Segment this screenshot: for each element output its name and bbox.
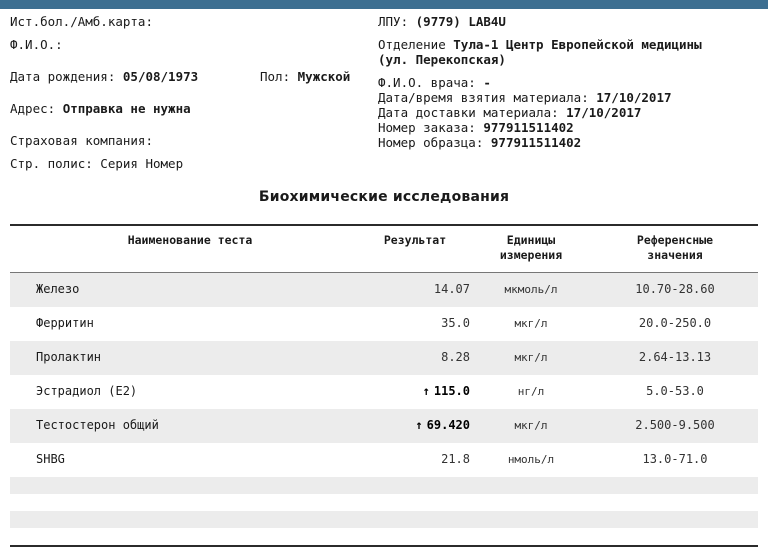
cell-test-name: Эстрадиол (Е2) xyxy=(36,384,138,398)
cell-result-value: 115.0 xyxy=(433,384,470,398)
cell-test-name: Тестостерон общий xyxy=(36,418,159,432)
table-filler-row xyxy=(10,494,758,511)
table-row xyxy=(10,307,758,341)
table-row xyxy=(10,375,758,409)
cell-reference: 13.0-71.0 xyxy=(642,452,708,466)
field-facility: ЛПУ: (9779) LAB4U xyxy=(378,14,506,29)
cell-result xyxy=(360,316,470,331)
cell-result xyxy=(360,384,470,399)
field-sample-number: Номер образца: 977911511402 xyxy=(378,135,582,150)
table-filler-row xyxy=(10,528,758,545)
flag-icon: ↑ xyxy=(415,418,423,432)
table-filler-row xyxy=(10,511,758,528)
top-accent-bar xyxy=(0,0,768,9)
spacer xyxy=(378,67,763,75)
field-order-number: Номер заказа: 977911511402 xyxy=(378,120,574,135)
spacer xyxy=(10,148,370,156)
spacer xyxy=(378,29,763,37)
cell-units: мкмоль/л xyxy=(504,283,558,296)
table-row xyxy=(10,341,758,375)
column-header-reference xyxy=(600,233,750,263)
cell-reference: 20.0-250.0 xyxy=(638,316,712,330)
cell-result-value: 69.420 xyxy=(426,418,470,432)
cell-reference: 2.64-13.13 xyxy=(638,350,712,364)
field-collection-datetime: Дата/время взятия материала: 17/10/2017 xyxy=(378,90,672,105)
cell-test-name: Железо xyxy=(36,282,80,296)
patient-info-column xyxy=(10,14,370,171)
flag-icon: ↑ xyxy=(422,384,430,398)
cell-units: мкг/л xyxy=(514,317,548,330)
spacer xyxy=(10,29,370,37)
spacer xyxy=(10,84,370,101)
cell-result-value: 14.07 xyxy=(433,282,470,296)
cell-result xyxy=(360,418,470,433)
table-row xyxy=(10,273,758,307)
table-row xyxy=(10,409,758,443)
field-delivery-date: Дата доставки материала: 17/10/2017 xyxy=(378,105,642,120)
cell-test-name: Ферритин xyxy=(36,316,94,330)
cell-reference: 10.70-28.60 xyxy=(635,282,715,296)
cell-result xyxy=(360,350,470,365)
column-header-units-line2: измерения xyxy=(499,248,563,262)
field-case-number: Ист.бол./Амб.карта: xyxy=(10,14,153,29)
field-department: Отделение Тула-1 Центр Европейской медицины xyxy=(378,37,702,52)
cell-units: нмоль/л xyxy=(507,453,555,466)
field-address: Адрес: Отправка не нужна xyxy=(10,101,191,116)
cell-result-value: 35.0 xyxy=(441,316,470,330)
field-insurance-company: Страховая компания: xyxy=(10,133,153,148)
column-header-units xyxy=(476,233,586,263)
field-department-line2: (ул. Перекопская) xyxy=(378,52,506,67)
cell-units: нг/л xyxy=(517,385,545,398)
field-birth-date: Дата рождения: 05/08/1973 Пол: Мужской xyxy=(10,69,351,84)
spacer xyxy=(10,116,370,133)
column-header-test-name: Наименование теста xyxy=(127,233,253,247)
column-header-units-line1: Единицы xyxy=(506,233,556,247)
report-header xyxy=(0,14,768,174)
cell-test-name: SHBG xyxy=(36,452,65,466)
cell-reference: 2.500-9.500 xyxy=(635,418,715,432)
table-filler-row xyxy=(10,477,758,494)
table-row xyxy=(10,443,758,477)
cell-test-name: Пролактин xyxy=(36,350,102,364)
cell-units: мкг/л xyxy=(514,351,548,364)
field-insurance-policy: Стр. полис: Серия Номер xyxy=(10,156,184,171)
results-table xyxy=(10,224,758,547)
column-header-result: Результат xyxy=(383,233,447,247)
cell-result xyxy=(360,452,470,467)
field-sex: Пол: Мужской xyxy=(260,69,351,84)
field-doctor-name: Ф.И.О. врача: - xyxy=(378,75,491,90)
cell-result-value: 21.8 xyxy=(441,452,470,466)
spacer xyxy=(10,52,370,69)
cell-result-value: 8.28 xyxy=(441,350,470,364)
column-header-reference-line1: Референсные xyxy=(636,233,714,247)
table-header-row xyxy=(10,226,758,273)
column-header-reference-line2: значения xyxy=(647,248,703,262)
field-patient-name: Ф.И.О.: xyxy=(10,37,63,52)
cell-reference: 5.0-53.0 xyxy=(646,384,704,398)
cell-result xyxy=(360,282,470,297)
cell-units: мкг/л xyxy=(514,419,548,432)
facility-info-column xyxy=(378,14,763,150)
section-title: Биохимические исследования xyxy=(258,189,510,205)
